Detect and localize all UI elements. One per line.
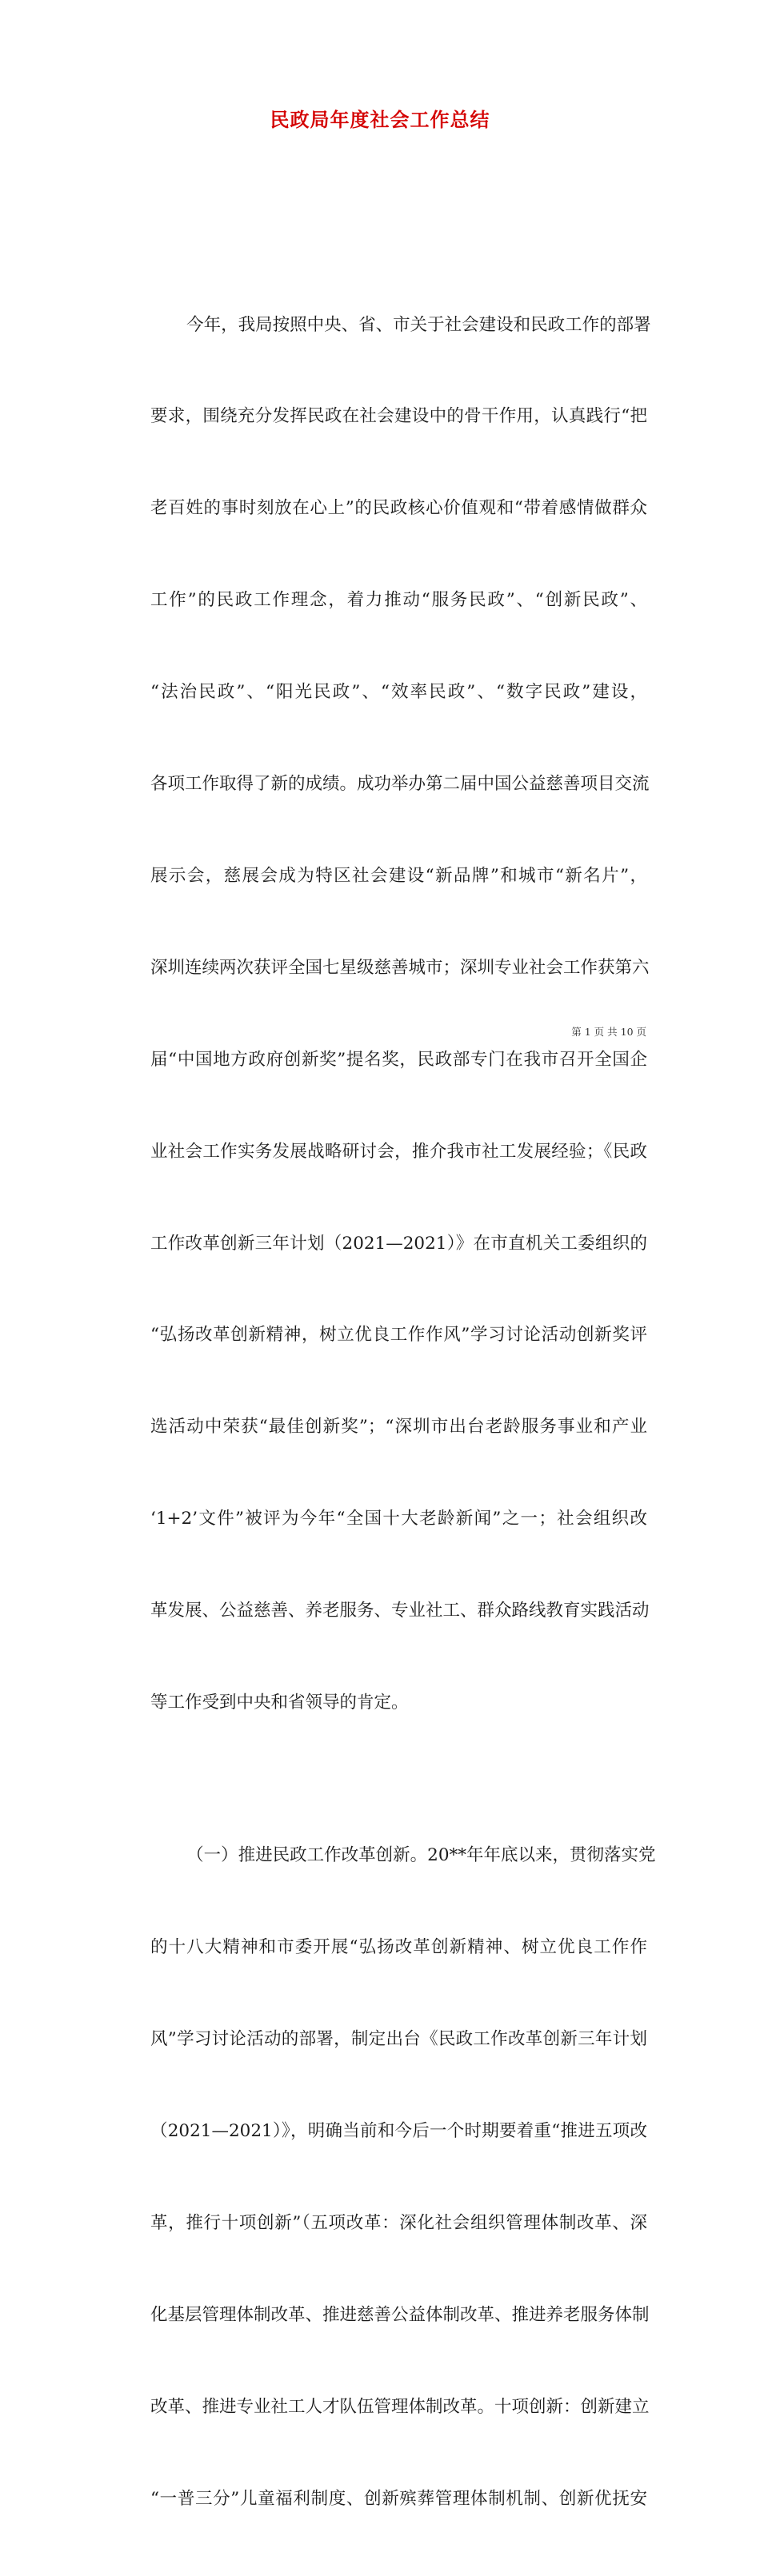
text-line: “弘扬改革创新精神，树立优良工作作风”学习讨论活动创新奖评 [150, 1325, 647, 1346]
text-line: 深圳连续两次获评全国七星级慈善城市；深圳专业社会工作获第六 [150, 957, 650, 978]
text-line: “法治民政”、“阳光民政”、“效率民政”、“数字民政”建设， [150, 682, 647, 703]
page-number: 第 1 页 共 10 页 [571, 1026, 646, 1038]
text-line: （一）推进民政工作改革创新。20**年年底以来，贯彻落实党 [186, 1845, 656, 1866]
text-line: 工作”的民政工作理念，着力推动“服务民政”、“创新民政”、 [150, 590, 647, 611]
text-line: 改革、推进专业社工人才队伍管理体制改革。十项创新：创新建立 [150, 2396, 650, 2417]
text-line: 等工作受到中央和省领导的肯定。 [150, 1692, 409, 1713]
text-line: 业社会工作实务发展战略研讨会，推介我市社工发展经验；《民政 [150, 1141, 647, 1162]
paragraph-2 [116, 1780, 656, 2576]
text-line: 的十八大精神和市委开展“弘扬改革创新精神、树立优良工作作 [150, 1937, 647, 1958]
text-line: 各项工作取得了新的成绩。成功举办第二届中国公益慈善项目交流 [150, 774, 650, 795]
text-line: 届“中国地方政府创新奖”提名奖，民政部专门在我市召开全国企 [150, 1049, 647, 1070]
text-line: 革发展、公益慈善、养老服务、专业社工、群众路线教育实践活动 [150, 1601, 650, 1621]
paragraph-1 [116, 249, 651, 1780]
text-line: 工作改革创新三年计划（2021—2021）》在市直机关工委组织的 [150, 1233, 647, 1254]
text-line: （2021—2021）》，明确当前和今后一个时期要着重“推进五项改 [150, 2121, 647, 2142]
text-line: 风”学习讨论活动的部署，制定出台《民政工作改革创新三年计划 [150, 2029, 647, 2050]
document-title: 民政局年度社会工作总结 [270, 108, 490, 131]
text-line: ‘1+2’文件”被评为今年“全国十大老龄新闻”之一；社会组织改 [150, 1509, 647, 1529]
text-line: “一普三分”儿童福利制度、创新殡葬管理体制机制、创新优抚安 [150, 2488, 647, 2509]
text-line: 选活动中荣获“最佳创新奖”；“深圳市出台老龄服务事业和产业 [150, 1417, 647, 1438]
text-line: 老百姓的事时刻放在心上”的民政核心价值观和“带着感情做群众 [150, 498, 647, 519]
document-body [116, 249, 656, 2576]
text-line: 革，推行十项创新”（五项改革：深化社会组织管理体制改革、深 [150, 2213, 647, 2233]
text-line: 今年，我局按照中央、省、市关于社会建设和民政工作的部署 [186, 314, 651, 335]
text-line: 要求，围绕充分发挥民政在社会建设中的骨干作用，认真践行“把 [150, 406, 647, 427]
text-line: 化基层管理体制改革、推进慈善公益体制改革、推进养老服务体制 [150, 2304, 650, 2325]
text-line: 展示会，慈展会成为特区社会建设“新品牌”和城市“新名片”， [150, 865, 647, 886]
